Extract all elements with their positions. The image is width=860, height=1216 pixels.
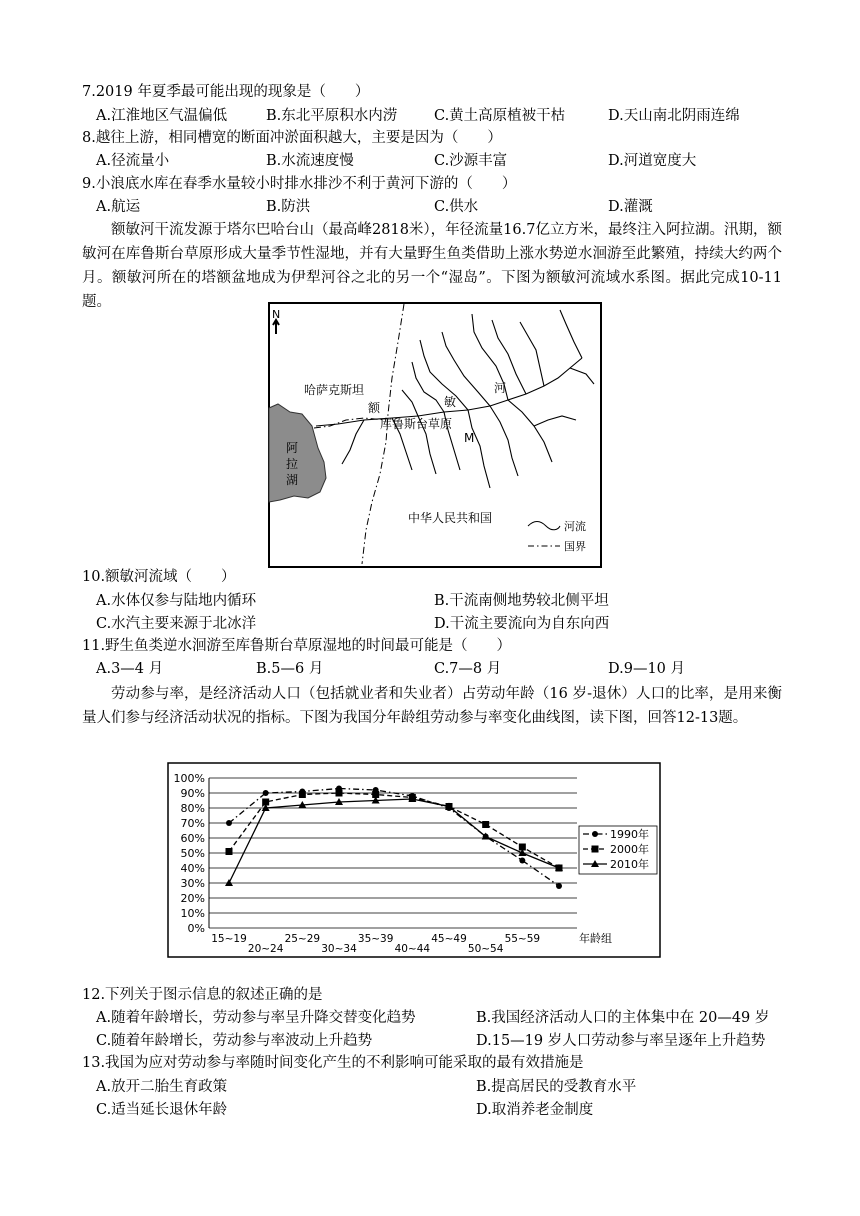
- q10-option-a: A.水体仅参与陆地内循环: [96, 593, 257, 609]
- q10-option-d: D.干流主要流向为自东向西: [434, 616, 610, 632]
- labor-participation-chart: [167, 762, 661, 958]
- q7-option-d: D.天山南北阴雨连绵: [608, 108, 740, 124]
- y-tick-label: 30%: [180, 877, 205, 890]
- data-point: [226, 820, 232, 826]
- q11-option-c: C.7—8 月: [434, 661, 502, 677]
- q9-option-b: B.防洪: [266, 199, 311, 215]
- label-china: 中华人民共和国: [408, 511, 493, 525]
- q7-option-b: B.东北平原积水内涝: [266, 108, 398, 124]
- q13-option-c: C.适当延长退休年龄: [96, 1102, 228, 1118]
- q12-option-b: B.我国经济活动人口的主体集中在 20—49 岁: [476, 1010, 770, 1026]
- q10-option-c: C.水汽主要来源于北冰洋: [96, 616, 257, 632]
- q9-stem: 9.小浪底水库在春季水量较小时排水排沙不利于黄河下游的（ ）: [82, 176, 517, 192]
- legend-label: 1990年: [610, 828, 649, 841]
- y-tick-label: 10%: [180, 907, 205, 920]
- q10-option-b: B.干流南侧地势较北侧平坦: [434, 593, 609, 609]
- q13-option-d: D.取消养老金制度: [476, 1102, 594, 1118]
- q9-option-c: C.供水: [434, 199, 479, 215]
- river-char-e: 额: [368, 401, 381, 415]
- q12-option-d: D.15—19 岁人口劳动参与率呈逐年上升趋势: [476, 1033, 766, 1049]
- q8-option-c: C.沙源丰富: [434, 153, 508, 169]
- y-tick-label: 0%: [187, 922, 205, 935]
- y-tick-label: 80%: [180, 802, 205, 815]
- q8-option-b: B.水流速度慢: [266, 153, 354, 169]
- data-point: [519, 858, 525, 864]
- emin-river-map: [268, 302, 602, 568]
- y-tick-label: 70%: [180, 817, 205, 830]
- y-tick-label: 60%: [180, 832, 205, 845]
- q13-option-b: B.提高居民的受教育水平: [476, 1079, 637, 1095]
- q11-option-d: D.9—10 月: [608, 661, 686, 677]
- north-letter: N: [272, 308, 281, 321]
- x-tick-label: 35~39: [357, 933, 394, 945]
- q9-option-a: A.航运: [96, 199, 141, 215]
- q12-option-a: A.随着年龄增长，劳动参与率呈升降交替变化趋势: [96, 1010, 416, 1026]
- x-tick-label: 20~24: [247, 943, 284, 955]
- q8-option-d: D.河道宽度大: [608, 153, 697, 169]
- data-point: [263, 790, 269, 796]
- x-axis-label: 年龄组: [579, 932, 612, 945]
- river-char-he: 河: [494, 381, 507, 395]
- y-tick-label: 100%: [173, 772, 205, 785]
- x-tick-label: 55~59: [504, 933, 541, 945]
- legend-river-label: 河流: [564, 520, 586, 533]
- lake-char-1: 阿: [286, 441, 299, 455]
- q12-option-c: C.随着年龄增长，劳动参与率波动上升趋势: [96, 1033, 373, 1049]
- q13-option-a: A.放开二胎生育政策: [96, 1079, 228, 1095]
- data-point: [336, 790, 343, 797]
- q11-option-a: A.3—4 月: [96, 661, 164, 677]
- passage-labor-participation: 劳动参与率，是经济活动人口（包括就业者和失业者）占劳动年龄（16 岁-退休）人口的比率，是用来衡量人们参与经济活动状况的指标。下图为我国分年龄组劳动参与率变化曲线图，读下图，回答12-13题。: [82, 686, 782, 726]
- x-tick-label: 25~29: [284, 933, 321, 945]
- x-tick-label: 50~54: [467, 943, 504, 955]
- q8-stem: 8.越往上游，相同槽宽的断面冲淤面积越大，主要是因为（ ）: [82, 130, 502, 146]
- y-tick-label: 50%: [180, 847, 205, 860]
- data-point: [592, 831, 598, 837]
- legend-label: 2010年: [610, 858, 649, 871]
- y-tick-label: 40%: [180, 862, 205, 875]
- y-tick-label: 90%: [180, 787, 205, 800]
- q10-stem: 10.额敏河流域（ ）: [82, 569, 236, 585]
- lake-char-2: 拉: [286, 457, 299, 471]
- legend-label: 2000年: [610, 843, 649, 856]
- river-char-min: 敏: [444, 395, 457, 409]
- label-point-m: M: [464, 431, 475, 445]
- q8-option-a: A.径流量小: [96, 153, 170, 169]
- q7-option-a: A.江淮地区气温偏低: [96, 108, 228, 124]
- q11-option-b: B.5—6 月: [256, 661, 324, 677]
- q7-option-c: C.黄土高原植被干枯: [434, 108, 566, 124]
- q13-stem: 13.我国为应对劳动参与率随时间变化产生的不利影响可能采取的最有效措施是: [82, 1055, 584, 1071]
- x-tick-label: 30~34: [321, 943, 357, 955]
- passage-emin-river: 额敏河干流发源于塔尔巴哈台山（最高峰2818米），年径流量16.7亿立方米，最终注入阿拉湖。汛期，额敏河在库鲁斯台草原形成大量季节性湿地，并有大量野生鱼类借助上涨水势逆水洄游至此繁殖，持续大约两个月。额敏河所在的塔额盆地成为伊犁河谷之北的另一个“湿岛”。下图为额敏河流域水系图。据此完成10-11题。: [82, 222, 782, 310]
- data-point: [556, 883, 562, 889]
- y-tick-label: 20%: [180, 892, 205, 905]
- q9-option-d: D.灌溉: [608, 199, 653, 215]
- legend-border-label: 国界: [564, 540, 586, 553]
- lake-char-3: 湖: [286, 473, 299, 487]
- q11-stem: 11.野生鱼类逆水洄游至库鲁斯台草原湿地的时间最可能是（ ）: [82, 638, 512, 654]
- data-point: [226, 848, 233, 855]
- label-grassland: 库鲁斯台草原: [380, 417, 453, 431]
- data-point: [299, 791, 306, 798]
- x-tick-label: 45~49: [431, 933, 467, 945]
- x-tick-label: 40~44: [394, 943, 431, 955]
- x-tick-label: 15~19: [211, 933, 247, 945]
- q7-stem: 7.2019 年夏季最可能出现的现象是（ ）: [82, 84, 370, 100]
- data-point: [482, 821, 489, 828]
- data-point: [592, 846, 599, 853]
- label-kazakhstan: 哈萨克斯坦: [304, 383, 365, 397]
- q12-stem: 12.下列关于图示信息的叙述正确的是: [82, 987, 323, 1003]
